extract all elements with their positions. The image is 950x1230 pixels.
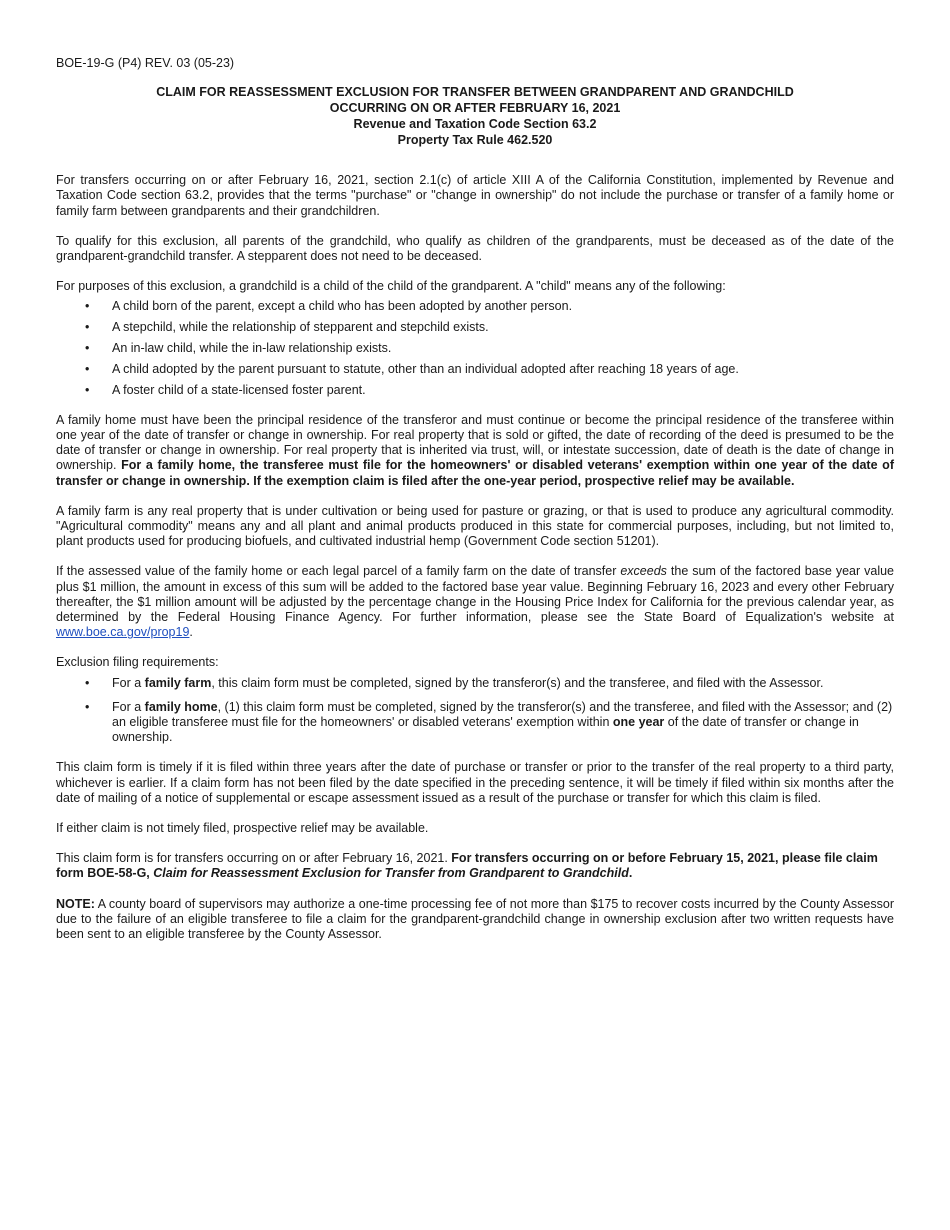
list-item: • A child born of the parent, except a child who has been adopted by another person.: [112, 299, 894, 314]
req-home-post: of the date of transfer or change in ownership.: [112, 715, 859, 745]
assessed-value-text-2: the sum of the factored base year value plus $1 million, the amount in excess of this sum will be added to the factored base year value. Beginning February 16, 2023 and every other February thereafter, the $1 million amount will be adjusted by the percentage change in the Housing Price Index for California for the previous calendar year, as determined by the Federal Housing Finance Agency. For further information, please see the State Board of Equalization's website at: [56, 564, 895, 625]
requirements-heading: Exclusion filing requirements:: [56, 655, 219, 670]
transfers-note-plain: This claim form is for transfers occurring on or after February 16, 2021.: [56, 851, 452, 866]
transfers-note-bold: For transfers occurring on or before February 15, 2021, please file claim form BOE-58-G,: [56, 851, 878, 881]
family-home-text: A family home must have been the principal residence of the transferor and must continue or become the principal residence of the transferee within one year of the date of transfer or change in ownership. For real property that is sold or gifted, the date of recording of the deed is presumed to be the date of transfer or change in ownership. For real property that is inherited via trust, will, or intestate succession, date of death is the date of change in ownership.: [56, 412, 894, 473]
req-farm-bold: family farm: [144, 675, 212, 690]
req-home-pre: For a: [112, 699, 145, 714]
assessed-value-paragraph: [56, 564, 894, 640]
list-item: [112, 676, 894, 691]
child-definition-intro: For purposes of this exclusion, a grandchild is a child of the child of the grandparent. A "child" means any of the following:: [56, 279, 726, 294]
list-item: • A foster child of a state-licensed foster parent.: [112, 383, 894, 398]
family-farm-paragraph: A family farm is any real property that is under cultivation or being used for pasture or grazing, or that is used to produce any agricultural commodity. "Agricultural commodity" means any and all plant and animal products produced in this state for commercial purposes, including, but not limited to, plant products used for producing biofuels, and cultivated industrial hemp (Government Code section 51201).: [56, 503, 894, 549]
qualify-paragraph: To qualify for this exclusion, all parents of the grandchild, who qualify as children of the grandparents, must be deceased as of the date of the grandparent-grandchild transfer. A stepparent does not need to be deceased.: [56, 233, 894, 264]
list-item: • A child adopted by the parent pursuant to statute, other than an individual adopted after reaching 18 years of age.: [112, 362, 894, 377]
req-home-mid: , (1) this claim form must be completed, signed by the transferor(s) and the transferee, and filed with the Assessor; and (2) an eligible transferee must file for the homeowners' or disabled veterans' exemption within: [112, 699, 893, 730]
note-text: A county board of supervisors may authorize a one-time processing fee of not more than $175 to recover costs incurred by the County Assessor due to the failure of an eligible transferee to file a claim for the grandparent-grandchild change in ownership exclusion after two written requests have been sent to an eligible transferee by the County Assessor.: [56, 896, 894, 942]
requirements-list: [56, 676, 894, 746]
req-home-bold: family home: [144, 699, 218, 714]
title-line-1: CLAIM FOR REASSESSMENT EXCLUSION FOR TRANSFER BETWEEN GRANDPARENT AND GRANDCHILD: [156, 85, 794, 100]
title-block: [56, 84, 894, 148]
list-item: • A stepchild, while the relationship of stepparent and stepchild exists.: [112, 320, 894, 335]
family-home-paragraph: [56, 413, 894, 489]
form-id: BOE-19-G (P4) REV. 03 (05-23): [56, 56, 235, 70]
list-item: • An in-law child, while the in-law relationship exists.: [112, 341, 894, 356]
relief-paragraph: If either claim is not timely filed, prospective relief may be available.: [56, 821, 429, 836]
timely-paragraph: This claim form is timely if it is filed within three years after the date of purchase or transfer or prior to the transfer of the real property to a third party, whichever is earlier. If a claim form has not been filed by the date specified in the preceding sentence, it will be timely if filed within six months after the date of mailing of a notice of supplemental or escape assessment issued as a result of the purchase or transfer for which this claim is filed.: [56, 760, 894, 805]
req-home-bold-2: one year: [612, 715, 665, 730]
family-home-bold-text: For a family home, the transferee must file for the homeowners' or disabled veterans' exemption within one year of the date of transfer or change in ownership. If the exemption claim is filed after the one-year period, prospective relief may be available.: [56, 458, 894, 488]
req-farm-post: , this claim form must be completed, signed by the transferor(s) and the transferee, and filed with the Assessor.: [211, 675, 824, 690]
transfers-note-paragraph: [56, 851, 894, 881]
title-line-3: Revenue and Taxation Code Section 63.2: [353, 117, 597, 132]
prop19-link[interactable]: www.boe.ca.gov/prop19: [56, 625, 190, 640]
req-farm-pre: For a: [112, 675, 145, 690]
list-item: [112, 700, 894, 746]
transfers-note-form-title: Claim for Reassessment Exclusion for Transfer from Grandparent to Grandchild: [153, 866, 629, 881]
intro-paragraph: For transfers occurring on or after February 16, 2021, section 2.1(c) of article XIII A of the California Constitution, implemented by Revenue and Taxation Code section 63.2, provides that the terms "purchase" or "change in ownership" do not include the purchase or transfer of a family home or family farm between grandparents and their grandchildren.: [56, 173, 894, 218]
note-label: NOTE:: [56, 896, 95, 911]
title-line-2: OCCURRING ON OR AFTER FEBRUARY 16, 2021: [329, 101, 621, 116]
assessed-value-text-1: If the assessed value of the family home or each legal parcel of a family farm on the date of transfer: [56, 564, 621, 579]
note-paragraph: [56, 897, 894, 943]
assessed-value-end: .: [189, 625, 193, 640]
transfers-note-end: .: [628, 866, 633, 881]
assessed-value-emphasis: exceeds: [620, 564, 667, 579]
child-definition-list: [56, 299, 894, 397]
title-line-4: Property Tax Rule 462.520: [397, 133, 553, 148]
